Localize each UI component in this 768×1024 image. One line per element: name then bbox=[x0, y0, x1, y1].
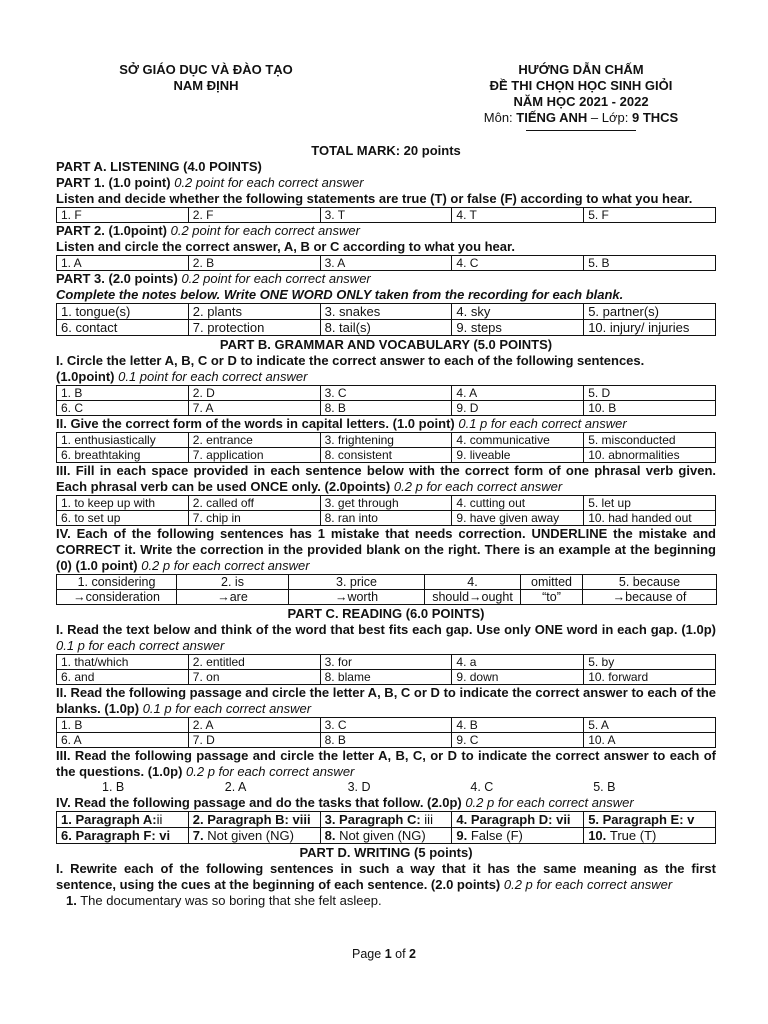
footer-prefix: Page bbox=[352, 947, 385, 961]
part-b2-instruction: II. Give the correct form of the words in capital letters. (1.0 point) bbox=[56, 416, 459, 431]
answer-cell: 4. bbox=[425, 575, 521, 590]
answer-cell: 9. C bbox=[452, 733, 584, 748]
answer-cell: “to” bbox=[521, 590, 583, 605]
item-number: 1. bbox=[66, 893, 77, 908]
issuer-block bbox=[56, 62, 336, 144]
answer-cell: 4. B bbox=[452, 718, 584, 733]
answer-value: viii bbox=[292, 812, 311, 827]
answer-cell bbox=[320, 828, 452, 844]
answer-cell: 5. partner(s) bbox=[584, 304, 716, 320]
answer-cell: 8. B bbox=[320, 401, 452, 416]
part-a3-heading bbox=[56, 271, 716, 287]
page-footer bbox=[0, 947, 768, 961]
part-c3-instruction: III. Read the following passage and circle the letter A, B, C, or D to indicate the correct answer to each of the questions. (1.0p) bbox=[56, 748, 716, 779]
answer-cell: 6. to set up bbox=[57, 511, 189, 526]
answer-cell: 2. plants bbox=[188, 304, 320, 320]
answer-cell: 3. get through bbox=[320, 496, 452, 511]
part-b-title: PART B. GRAMMAR AND VOCABULARY (5.0 POINTS) bbox=[219, 337, 553, 352]
answer-cell: 5. A bbox=[584, 718, 716, 733]
answer-cell: 7. A bbox=[188, 401, 320, 416]
table-row bbox=[57, 256, 716, 271]
answer-cell: 1. B bbox=[57, 386, 189, 401]
table-row bbox=[57, 670, 716, 685]
answer-item: 2. A bbox=[224, 780, 247, 794]
answer-cell: 2. called off bbox=[188, 496, 320, 511]
answer-cell: →consideration bbox=[57, 590, 177, 605]
answer-cell: 9. steps bbox=[452, 320, 584, 336]
answer-cell bbox=[188, 828, 320, 844]
part-c3-heading bbox=[56, 748, 716, 780]
answer-item: 1. B bbox=[102, 780, 125, 794]
answer-cell bbox=[584, 828, 716, 844]
part-b1-table bbox=[56, 385, 716, 416]
answer-cell: 1. enthusiastically bbox=[57, 433, 189, 448]
answer-key-page bbox=[56, 62, 716, 909]
answer-cell: 3. T bbox=[320, 208, 452, 223]
part-d1-item-1 bbox=[56, 893, 716, 909]
answer-cell: 6. contact bbox=[57, 320, 189, 336]
answer-cell: 3. C bbox=[320, 718, 452, 733]
answer-cell: 3. frightening bbox=[320, 433, 452, 448]
part-b1-label: (1.0point) bbox=[56, 369, 119, 384]
part-c2-table bbox=[56, 717, 716, 748]
part-a3-table bbox=[56, 303, 716, 336]
answer-cell: 7. D bbox=[188, 733, 320, 748]
answer-value: Not given (NG) bbox=[339, 828, 426, 843]
part-a3-note: 0.2 point for each correct answer bbox=[181, 271, 371, 286]
part-b2-heading bbox=[56, 416, 716, 432]
answer-cell: 9. liveable bbox=[452, 448, 584, 463]
table-row bbox=[57, 828, 716, 844]
subject-line bbox=[446, 110, 716, 126]
part-b3-instruction: III. Fill in each space provided in each sentence below with the correct form of one phrasal verb given. Each phrasal verb can be used ONCE only. (2.0points) bbox=[56, 463, 716, 494]
answer-cell bbox=[584, 812, 716, 828]
table-row bbox=[57, 812, 716, 828]
part-d1-instruction: I. Rewrite each of the following sentences in such a way that it has the same meaning as the first sentence, using the cues at the beginning of each sentence. (2.0 points) bbox=[56, 861, 716, 892]
part-c1-table bbox=[56, 654, 716, 685]
part-a1-note: 0.2 point for each correct answer bbox=[174, 175, 364, 190]
answer-cell bbox=[452, 812, 584, 828]
part-b1-heading bbox=[56, 369, 716, 385]
title-line-1: HƯỚNG DẪN CHẤM bbox=[518, 62, 644, 77]
answer-number: 1. Paragraph A: bbox=[61, 812, 157, 827]
answer-cell: 6. A bbox=[57, 733, 189, 748]
part-b2-table bbox=[56, 432, 716, 463]
answer-cell: 2. A bbox=[188, 718, 320, 733]
part-a2-note: 0.2 point for each correct answer bbox=[170, 223, 360, 238]
part-c1-heading bbox=[56, 622, 716, 654]
part-c3-answers bbox=[56, 780, 716, 795]
answer-cell: 5. because bbox=[583, 575, 717, 590]
answer-cell: 4. C bbox=[452, 256, 584, 271]
part-b4-table bbox=[56, 574, 717, 605]
answer-cell: 4. communicative bbox=[452, 433, 584, 448]
answer-cell: 8. blame bbox=[320, 670, 452, 685]
answer-number: 2. Paragraph B: bbox=[192, 812, 293, 827]
answer-cell: 4. A bbox=[452, 386, 584, 401]
part-b3-heading bbox=[56, 463, 716, 495]
part-c4-note: 0.2 p for each correct answer bbox=[465, 795, 634, 810]
answer-cell: 1. tongue(s) bbox=[57, 304, 189, 320]
answer-value: False (F) bbox=[470, 828, 523, 843]
answer-cell: 6. and bbox=[57, 670, 189, 685]
footer-mid: of bbox=[391, 947, 410, 961]
table-row bbox=[57, 655, 716, 670]
answer-cell: 8. tail(s) bbox=[320, 320, 452, 336]
table-row bbox=[57, 320, 716, 336]
part-a2-instruction: Listen and circle the correct answer, A, B or C according to what you hear. bbox=[56, 239, 515, 254]
title-line-2: ĐỀ THI CHỌN HỌC SINH GIỎI bbox=[489, 78, 673, 93]
answer-value: vii bbox=[556, 812, 571, 827]
answer-cell: 2. is bbox=[177, 575, 289, 590]
answer-cell: 4. T bbox=[452, 208, 584, 223]
answer-cell: 5. B bbox=[584, 256, 716, 271]
answer-value: Not given (NG) bbox=[207, 828, 294, 843]
part-c2-note: 0.1 p for each correct answer bbox=[142, 701, 312, 716]
part-a3-label: PART 3. (2.0 points) bbox=[56, 271, 182, 286]
table-row bbox=[57, 448, 716, 463]
part-a2-label: PART 2. (1.0point) bbox=[56, 223, 171, 238]
answer-number: 4. Paragraph D: bbox=[456, 812, 557, 827]
answer-cell: 8. B bbox=[320, 733, 452, 748]
part-c1-note: 0.1 p for each correct answer bbox=[56, 638, 225, 653]
part-a3-instruction: Complete the notes below. Write ONE WORD ONLY taken from the recording for each blank. bbox=[56, 287, 624, 302]
table-row bbox=[57, 433, 716, 448]
answer-cell: 9. down bbox=[452, 670, 584, 685]
answer-cell bbox=[188, 812, 320, 828]
answer-cell: 8. consistent bbox=[320, 448, 452, 463]
part-c2-instruction: II. Read the following passage and circle the letter A, B, C or D to indicate the correct answer to each of the blanks. (1.0p) bbox=[56, 685, 716, 716]
answer-cell: →are bbox=[177, 590, 289, 605]
part-b4-note: 0.2 p for each correct answer bbox=[141, 558, 310, 573]
answer-item: 4. C bbox=[470, 780, 494, 794]
answer-cell: 2. F bbox=[188, 208, 320, 223]
answer-number: 7. bbox=[192, 828, 208, 843]
answer-cell: 3. C bbox=[320, 386, 452, 401]
answer-cell: 10. A bbox=[584, 733, 716, 748]
table-row bbox=[57, 575, 717, 590]
answer-cell: 2. entitled bbox=[188, 655, 320, 670]
subject-prefix: Môn: bbox=[483, 110, 517, 125]
answer-number: 8. bbox=[324, 828, 340, 843]
answer-cell: 5. D bbox=[584, 386, 716, 401]
answer-cell: 1. F bbox=[57, 208, 189, 223]
table-row bbox=[57, 590, 717, 605]
answer-cell: 10. abnormalities bbox=[584, 448, 716, 463]
answer-cell: 4. a bbox=[452, 655, 584, 670]
part-a2-heading bbox=[56, 223, 716, 239]
answer-cell: omitted bbox=[521, 575, 583, 590]
part-c2-heading bbox=[56, 685, 716, 717]
answer-cell: 2. D bbox=[188, 386, 320, 401]
answer-cell: 5. by bbox=[584, 655, 716, 670]
part-a-title: PART A. LISTENING (4.0 POINTS) bbox=[56, 159, 262, 174]
part-c1-instruction: I. Read the text below and think of the word that best fits each gap. Use only ONE word in each gap. (1.0p) bbox=[56, 622, 716, 637]
answer-item: 5. B bbox=[593, 780, 616, 794]
part-c3-note: 0.2 p for each correct answer bbox=[186, 764, 355, 779]
part-c4-table bbox=[56, 811, 716, 844]
table-row bbox=[57, 511, 716, 526]
answer-number: 10. bbox=[588, 828, 610, 843]
answer-value: True (T) bbox=[609, 828, 657, 843]
total-page-number: 2 bbox=[409, 947, 416, 961]
answer-cell: 3. A bbox=[320, 256, 452, 271]
table-row bbox=[57, 401, 716, 416]
answer-cell: 4. sky bbox=[452, 304, 584, 320]
part-b4-instruction: IV. Each of the following sentences has 1 mistake that needs correction. UNDERLINE the mistake and CORRECT it. Write the correction in the provided blank on the right. There is an example at the beginning (0) (1.0 point) bbox=[56, 526, 716, 573]
answer-cell bbox=[57, 828, 189, 844]
answer-cell: 7. chip in bbox=[188, 511, 320, 526]
title-block bbox=[446, 62, 716, 144]
answer-cell bbox=[452, 828, 584, 844]
answer-cell: 1. to keep up with bbox=[57, 496, 189, 511]
answer-cell: should→ought bbox=[425, 590, 521, 605]
part-c-title: PART C. READING (6.0 POINTS) bbox=[287, 606, 485, 621]
part-a1-table bbox=[56, 207, 716, 223]
issuer-line-2: NAM ĐỊNH bbox=[173, 78, 239, 93]
answer-cell bbox=[320, 812, 452, 828]
issuer-line-1: SỞ GIÁO DỤC VÀ ĐÀO TẠO bbox=[119, 62, 293, 77]
answer-cell: 7. on bbox=[188, 670, 320, 685]
header-underline bbox=[526, 130, 636, 131]
part-b3-note: 0.2 p for each correct answer bbox=[393, 479, 563, 494]
table-row bbox=[57, 304, 716, 320]
part-a2-table bbox=[56, 255, 716, 271]
answer-cell: 6. breathtaking bbox=[57, 448, 189, 463]
part-d-title: PART D. WRITING (5 points) bbox=[299, 845, 473, 860]
answer-cell: 3. price bbox=[289, 575, 425, 590]
answer-cell: 8. ran into bbox=[320, 511, 452, 526]
table-row bbox=[57, 733, 716, 748]
table-row bbox=[57, 208, 716, 223]
part-b1-instruction: I. Circle the letter A, B, C or D to indicate the correct answer to each of the following sentences. bbox=[56, 353, 645, 368]
table-row bbox=[57, 496, 716, 511]
answer-cell bbox=[57, 812, 189, 828]
answer-cell: 1. B bbox=[57, 718, 189, 733]
answer-value: Paragraph F: vi bbox=[75, 828, 171, 843]
answer-cell: 4. cutting out bbox=[452, 496, 584, 511]
answer-cell: 9. have given away bbox=[452, 511, 584, 526]
part-b1-note: 0.1 point for each correct answer bbox=[118, 369, 308, 384]
document-header bbox=[56, 62, 716, 144]
answer-number: 5. Paragraph E: bbox=[588, 812, 688, 827]
part-b4-heading bbox=[56, 526, 716, 574]
answer-cell: 1. considering bbox=[57, 575, 177, 590]
answer-cell: 2. B bbox=[188, 256, 320, 271]
answer-value: ii bbox=[156, 812, 163, 827]
table-row bbox=[57, 718, 716, 733]
answer-number: 9. bbox=[456, 828, 471, 843]
answer-cell: 5. F bbox=[584, 208, 716, 223]
answer-cell: 3. for bbox=[320, 655, 452, 670]
answer-cell: 6. C bbox=[57, 401, 189, 416]
current-page-number: 1 bbox=[384, 947, 392, 961]
part-c4-instruction: IV. Read the following passage and do the tasks that follow. (2.0p) bbox=[56, 795, 466, 810]
grade-name: 9 THCS bbox=[631, 110, 679, 125]
item-text: The documentary was so boring that she felt asleep. bbox=[76, 893, 382, 908]
answer-cell: 10. forward bbox=[584, 670, 716, 685]
part-a1-label: PART 1. (1.0 point) bbox=[56, 175, 175, 190]
total-mark: TOTAL MARK: 20 points bbox=[311, 143, 461, 158]
answer-cell: →worth bbox=[289, 590, 425, 605]
answer-item: 3. D bbox=[347, 780, 371, 794]
part-a1-heading bbox=[56, 175, 716, 191]
title-line-3: NĂM HỌC 2021 - 2022 bbox=[513, 94, 649, 109]
table-row bbox=[57, 386, 716, 401]
answer-cell: 1. that/which bbox=[57, 655, 189, 670]
answer-number: 6. bbox=[61, 828, 76, 843]
answer-cell: 2. entrance bbox=[188, 433, 320, 448]
answer-cell: 10. had handed out bbox=[584, 511, 716, 526]
answer-value: v bbox=[687, 812, 695, 827]
subject-name: TIẾNG ANH bbox=[516, 110, 588, 125]
part-a1-instruction: Listen and decide whether the following statements are true (T) or false (F) according to what you hear. bbox=[56, 191, 693, 206]
answer-cell: 10. B bbox=[584, 401, 716, 416]
answer-cell: 5. let up bbox=[584, 496, 716, 511]
part-b2-note: 0.1 p for each correct answer bbox=[458, 416, 627, 431]
answer-cell: 5. misconducted bbox=[584, 433, 716, 448]
part-c4-heading bbox=[56, 795, 716, 811]
answer-cell: 10. injury/ injuries bbox=[584, 320, 716, 336]
part-d1-heading bbox=[56, 861, 716, 893]
answer-cell: →because of bbox=[583, 590, 717, 605]
answer-number: 3. Paragraph C: bbox=[324, 812, 425, 827]
part-b3-table bbox=[56, 495, 716, 526]
answer-cell: 7. application bbox=[188, 448, 320, 463]
answer-cell: 9. D bbox=[452, 401, 584, 416]
answer-cell: 1. A bbox=[57, 256, 189, 271]
part-d1-note: 0.2 p for each correct answer bbox=[503, 877, 673, 892]
subject-mid: – Lớp: bbox=[587, 110, 632, 125]
answer-value: iii bbox=[424, 812, 433, 827]
answer-cell: 3. snakes bbox=[320, 304, 452, 320]
answer-cell: 7. protection bbox=[188, 320, 320, 336]
